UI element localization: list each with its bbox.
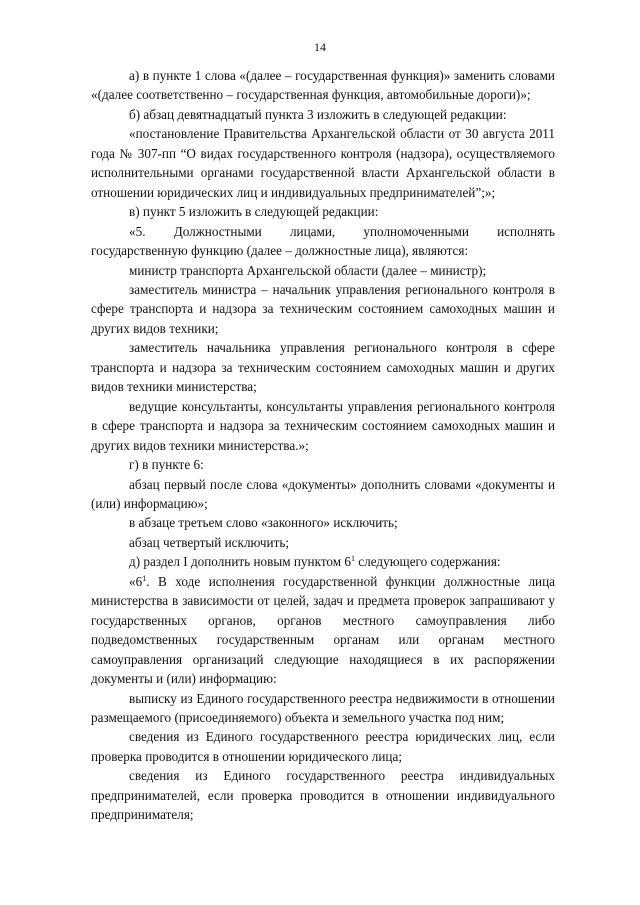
clause-6-1-text: . В ходе исполнения государственной функции должностные лица министерства в зависимости от целей, задач и предмета проверок запрашивают у государственных органов, органов местного самоуправления либо подведомственных государственным органам или органам местного самоуправления организаций следующие находящиеся в их распоряжении документы и (или) информацию: [91, 573, 555, 687]
document-body [91, 66, 555, 825]
amendment-third-abzac: в абзаце третьем слово «законного» исключить; [129, 515, 398, 531]
quoted-resolution: «постановление Правительства Архангельской области от 30 августа 2011 года № 307-пп “О видах государственного контроля (надзора), осуществляемого исполнительными органами государственной власти Архангельской области в отношении юридических лиц и индивидуальных предпринимателей”;»; [91, 126, 555, 200]
paragraph-d [91, 552, 555, 571]
list-item-consultants: ведущие консультанты, консультанты управления регионального контроля в сфере транспорта и надзора за техническим состоянием самоходных машин и других видов техники министерства.»; [91, 398, 555, 453]
list-item-entrepreneurs-registry: сведения из Единого государственного реестра индивидуальных предпринимателей, если проверка проводится в отношении индивидуального предпринимателя; [91, 768, 555, 823]
superscript: 1 [142, 573, 147, 583]
amendment-first-abzac: абзац первый после слова «документы» дополнить словами «документы и (или) информацию»; [91, 476, 555, 511]
list-item-real-estate-registry: выписку из Единого государственного реестра недвижимости в отношении размещаемого (присоединяемого) объекта и земельного участка под ним; [91, 690, 555, 725]
page-number: 14 [314, 40, 326, 54]
paragraph-b: б) абзац девятнадцатый пункта 3 изложить в следующей редакции: [129, 106, 507, 122]
paragraph-d-tail: следующего содержания: [354, 554, 501, 570]
clause-5: «5. Должностными лицами, уполномоченными исполнять государственную функцию (далее – должностные лица), являются: [91, 223, 555, 259]
list-item-deputy-head: заместитель начальника управления регионального контроля в сфере транспорта и надзора за техническим состоянием самоходных машин и других видов техники министерства; [91, 340, 555, 395]
list-item-minister: министр транспорта Архангельской области (далее – министр); [129, 262, 487, 278]
superscript: 1 [350, 554, 355, 564]
paragraph-v: в) пункт 5 изложить в следующей редакции: [129, 204, 379, 220]
paragraph-d-text: д) раздел I дополнить новым пунктом 6 [129, 554, 351, 570]
list-item-legal-entities-registry: сведения из Единого государственного реестра юридических лиц, если проверка проводится в отношении юридического лица; [91, 729, 555, 764]
paragraph-a: а) в пункте 1 слова «(далее – государственная функция)» заменить словами «(далее соответственно – государственная функция, автомобильные дороги)»; [91, 68, 555, 103]
clause-6-1-number: «6 [129, 573, 143, 589]
clause-6-1 [91, 572, 555, 689]
list-item-deputy-minister: заместитель министра – начальник управления регионального контроля в сфере транспорта и надзора за техническим состоянием самоходных машин и других видов техники; [91, 281, 555, 336]
amendment-fourth-abzac: абзац четвертый исключить; [129, 534, 290, 550]
paragraph-g: г) в пункте 6: [129, 457, 204, 473]
